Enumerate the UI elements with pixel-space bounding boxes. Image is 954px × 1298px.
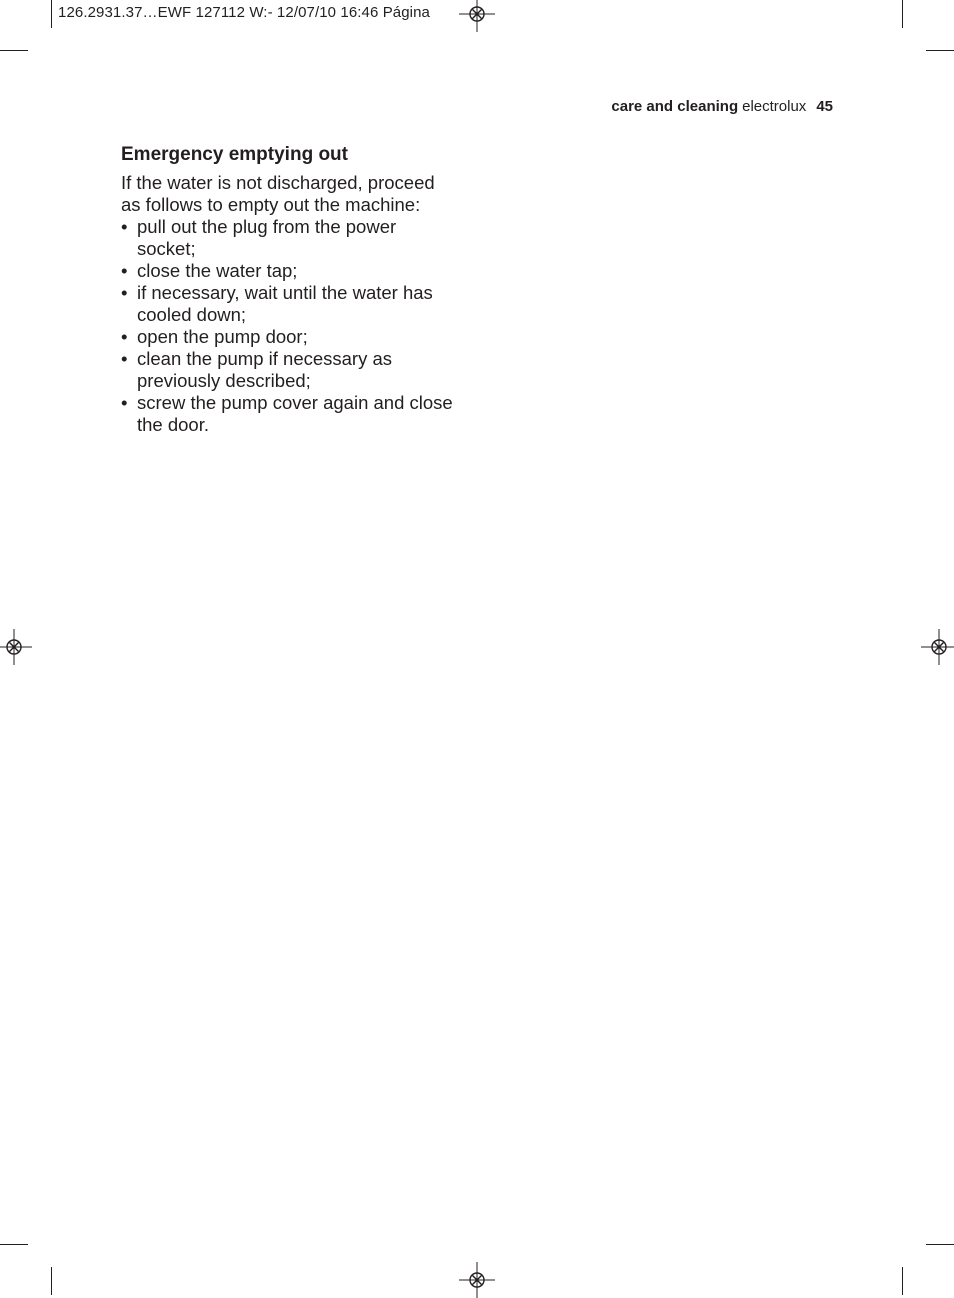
running-head-section: care and cleaning [611, 98, 739, 115]
crop-mark-top-left-horizontal [0, 50, 28, 51]
crop-mark-bottom-right-horizontal [926, 1244, 954, 1245]
registration-target-icon [0, 629, 32, 665]
crop-mark-top-right-horizontal [926, 50, 954, 51]
page-number: 45 [816, 98, 833, 115]
step-text: open the pump door; [137, 326, 308, 347]
crop-mark-top-right-vertical [902, 0, 903, 28]
step-text: clean the pump if necessary as previously described; [137, 348, 393, 391]
bullet-icon: • [121, 216, 128, 237]
registration-target-icon [921, 629, 954, 665]
printer-slug: 126.2931.37…EWF 127112 W:- 12/07/10 16:46 Página [58, 4, 430, 21]
bullet-icon: • [121, 348, 128, 369]
steps-list [121, 216, 456, 436]
crop-mark-bottom-left-horizontal [0, 1244, 28, 1245]
step-text: screw the pump cover again and close the door. [137, 392, 453, 435]
registration-target-icon [459, 1262, 495, 1298]
step-text: if necessary, wait until the water has cooled down; [137, 282, 433, 325]
list-item [121, 282, 456, 326]
running-head [611, 98, 833, 115]
crop-mark-bottom-left-vertical [51, 1267, 52, 1295]
crop-mark-bottom-right-vertical [902, 1267, 903, 1295]
list-item [121, 260, 456, 282]
step-text: close the water tap; [137, 260, 298, 281]
step-text: pull out the plug from the power socket; [137, 216, 397, 259]
registration-target-icon [459, 0, 495, 32]
running-head-brand: electrolux [742, 98, 807, 115]
list-item [121, 392, 456, 436]
list-item [121, 348, 456, 392]
bullet-icon: • [121, 260, 128, 281]
section-heading: Emergency emptying out [121, 144, 348, 165]
bullet-icon: • [121, 326, 128, 347]
crop-mark-top-left-vertical [51, 0, 52, 28]
section-intro: If the water is not discharged, proceed as follows to empty out the machine: [121, 172, 435, 215]
list-item [121, 326, 456, 348]
bullet-icon: • [121, 282, 128, 303]
section-emergency-emptying [121, 143, 456, 436]
bullet-icon: • [121, 392, 128, 413]
list-item [121, 216, 456, 260]
